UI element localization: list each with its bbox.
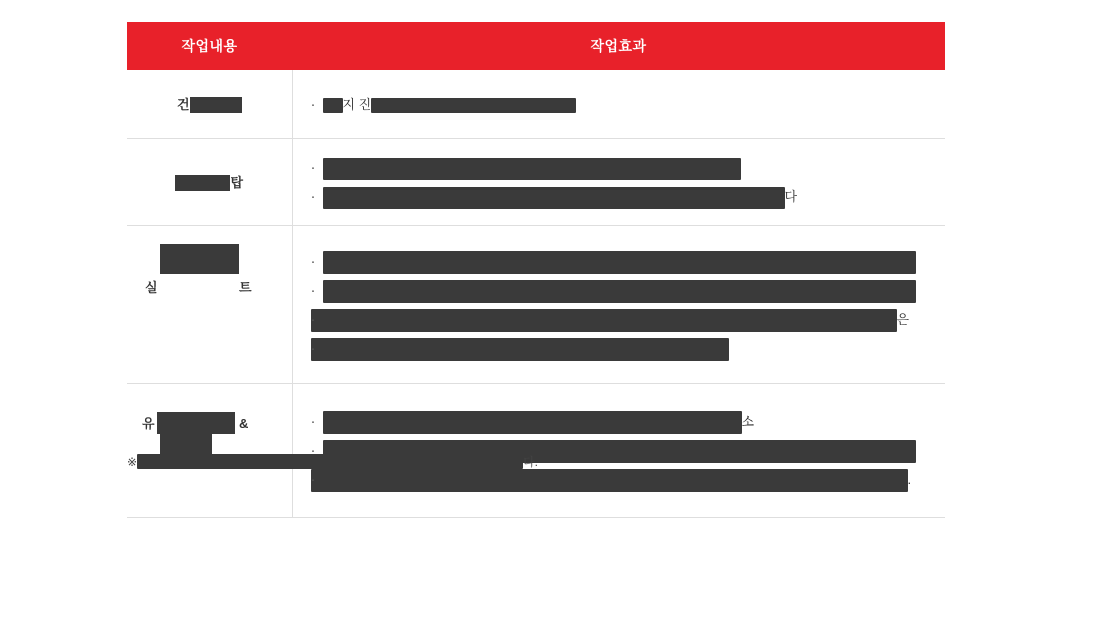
table-body: [127, 70, 945, 518]
list-item: [311, 183, 934, 210]
category-label-redacted: [190, 97, 242, 113]
redacted-segment: [323, 158, 741, 180]
effect-visible-text: 지 진: [342, 96, 372, 112]
row-category-cell: [127, 139, 292, 226]
redacted-segment: [323, 251, 916, 274]
row-effect-cell: [292, 384, 945, 518]
list-item: [311, 91, 934, 118]
row-category-cell: [127, 70, 292, 139]
list-item: [311, 277, 934, 304]
column-header-work-effect: 작업효과: [292, 22, 945, 70]
category-label-visible: 트: [239, 280, 252, 295]
redacted-segment: [311, 338, 729, 361]
list-item: [311, 154, 934, 181]
list-item: [311, 408, 934, 435]
work-effect-table: [127, 22, 945, 518]
redacted-segment: [323, 187, 785, 209]
category-label-visible: 유: [142, 416, 155, 431]
effect-list: [311, 408, 934, 493]
row-category-cell: [127, 384, 292, 518]
footnote-visible-tail: 다.: [523, 455, 538, 469]
row-effect-cell: [292, 139, 945, 226]
table-row: [127, 139, 945, 226]
effect-visible-text: 다: [784, 189, 798, 204]
effect-visible-text: .: [907, 472, 912, 487]
effect-visible-text: 소: [741, 414, 755, 429]
effect-list: [311, 248, 934, 362]
list-item: [311, 306, 934, 333]
redacted-segment: [323, 280, 916, 303]
redacted-segment: [311, 309, 897, 332]
redacted-segment: [323, 411, 742, 434]
redacted-segment: [371, 98, 576, 113]
column-header-work-content: 작업내용: [127, 22, 292, 70]
effect-visible-text: 은: [896, 311, 910, 327]
table-header-row: [127, 22, 945, 70]
row-effect-cell: [292, 70, 945, 139]
footnote-visible-head: ※: [127, 455, 138, 469]
table-header: [127, 22, 945, 70]
category-label-visible: &: [239, 416, 249, 431]
redacted-segment: [323, 98, 343, 113]
row-effect-cell: [292, 226, 945, 384]
list-item: [311, 248, 934, 275]
effect-list: [311, 154, 934, 210]
category-label-visible: 실: [145, 280, 158, 295]
category-label-redacted: [160, 244, 239, 274]
table-row: [127, 384, 945, 518]
effect-list: [311, 91, 934, 118]
footnote: [127, 452, 941, 472]
work-effect-table-container: [127, 22, 941, 518]
table-row: [127, 70, 945, 139]
row-category-cell: [127, 226, 292, 384]
category-label-redacted: [175, 175, 230, 191]
table-row: [127, 226, 945, 384]
category-label-visible: 탑: [230, 174, 244, 190]
category-label-redacted: [157, 412, 235, 434]
redacted-segment: [137, 454, 523, 469]
redacted-segment: [311, 469, 908, 492]
category-label-visible: 건: [176, 96, 190, 112]
list-item: [311, 335, 934, 362]
